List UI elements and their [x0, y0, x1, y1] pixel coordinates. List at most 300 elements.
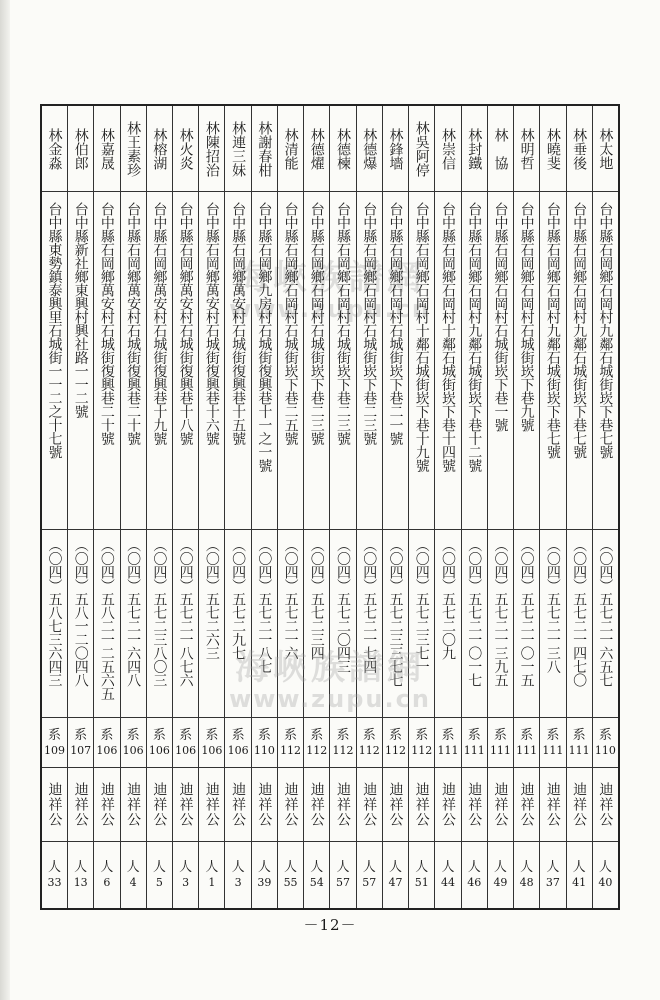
generation-label: [96, 728, 117, 758]
count-char: 人: [520, 860, 534, 875]
ancestor-name: 迪祥公: [361, 782, 378, 827]
register-entry: [539, 106, 565, 908]
page-number: －12－: [303, 916, 357, 934]
phone-cell: [278, 530, 303, 718]
count-cell: [94, 842, 119, 908]
count-char: 人: [467, 860, 481, 875]
count-label: [74, 860, 88, 890]
address-text: 台中縣石岡鄉九房村石城街復興巷十一之一號: [256, 202, 273, 472]
phone-number: （〇四）五七二三八〇三: [151, 538, 168, 687]
generation-number: 109: [43, 743, 65, 757]
register-entry: [329, 106, 355, 908]
count-label: [493, 860, 507, 890]
generation-char: 系: [100, 727, 114, 743]
count-label: [127, 860, 140, 890]
ancestor-cell: [488, 768, 513, 842]
ancestor-cell: [42, 768, 67, 842]
address-text: 台中縣石岡鄉萬安村石城街復興巷十六號: [203, 202, 220, 445]
count-cell: [121, 842, 146, 908]
register-entry: [120, 106, 146, 908]
person-name: 林清能: [282, 127, 299, 170]
person-name: 林太地: [597, 127, 614, 170]
phone-number: （〇四）五七二〇九: [439, 538, 456, 660]
address-cell: [121, 192, 146, 530]
phone-number: （〇四）五七二一三八: [544, 538, 561, 673]
count-label: [100, 860, 113, 890]
address-text: 台中縣石岡鄉石岡村石城街崁下巷二一號: [387, 202, 404, 445]
name-cell: [278, 106, 303, 192]
ancestor-name: 迪祥公: [308, 782, 325, 827]
count-char: 人: [336, 860, 350, 875]
address-text: 台中縣石岡鄉石岡村九鄰石城街崁下巷七號: [544, 202, 561, 459]
generation-label: [306, 728, 327, 758]
register-entry: [408, 106, 434, 908]
count-label: [232, 860, 245, 890]
generation-number: 111: [489, 743, 511, 757]
register-entry: [67, 106, 93, 908]
count-number: 46: [467, 876, 482, 889]
phone-number: （〇四）五七二一八七六: [177, 538, 194, 687]
count-number: 3: [182, 876, 190, 889]
generation-label: [44, 728, 65, 758]
person-name: 林伯郎: [72, 127, 89, 170]
generation-cell: [357, 718, 382, 768]
count-char: 人: [546, 860, 560, 875]
generation-cell: [567, 718, 592, 768]
generation-cell: [94, 718, 119, 768]
phone-number: （〇四）五七二九七: [230, 538, 247, 660]
person-name: 林曉斐: [544, 127, 561, 170]
generation-number: 112: [358, 743, 380, 757]
ancestor-cell: [278, 768, 303, 842]
count-char: 人: [100, 860, 114, 875]
count-label: [362, 860, 376, 890]
count-cell: [462, 842, 487, 908]
count-number: 13: [73, 876, 88, 889]
phone-cell: [462, 530, 487, 718]
register-entry: [42, 106, 67, 908]
count-number: 44: [440, 876, 455, 889]
generation-cell: [173, 718, 198, 768]
address-cell: [199, 192, 224, 530]
address-cell: [357, 192, 382, 530]
address-cell: [409, 192, 434, 530]
generation-cell: [462, 718, 487, 768]
person-name: 林謝春柑: [256, 120, 273, 177]
generation-char: 系: [257, 727, 271, 743]
address-text: 台中縣石岡鄉石岡村石城街崁下巷二五號: [282, 202, 299, 445]
count-char: 人: [231, 860, 245, 875]
name-cell: [94, 106, 119, 192]
address-cell: [540, 192, 565, 530]
generation-cell: [383, 718, 408, 768]
register-entry: [198, 106, 224, 908]
count-label: [336, 860, 350, 890]
count-number: 33: [47, 876, 62, 889]
ancestor-name: 迪祥公: [98, 782, 115, 827]
register-entry: [566, 106, 592, 908]
address-text: 台中縣石岡鄉萬安村石城街復興巷二十號: [125, 202, 142, 445]
generation-char: 系: [310, 727, 324, 743]
generation-char: 系: [493, 727, 507, 743]
count-label: [257, 860, 271, 890]
generation-char: 系: [205, 727, 219, 743]
count-label: [520, 860, 534, 890]
address-cell: [435, 192, 460, 530]
generation-number: 106: [96, 743, 118, 757]
ancestor-cell: [304, 768, 329, 842]
phone-cell: [514, 530, 539, 718]
generation-label: [280, 728, 301, 758]
phone-cell: [147, 530, 172, 718]
person-name: 林陳招治: [203, 120, 220, 177]
count-cell: [304, 842, 329, 908]
address-cell: [514, 192, 539, 530]
count-cell: [225, 842, 250, 908]
name-cell: [462, 106, 487, 192]
address-cell: [42, 192, 67, 530]
count-label: [205, 860, 218, 890]
generation-char: 系: [74, 727, 88, 743]
count-char: 人: [257, 860, 271, 875]
phone-cell: [304, 530, 329, 718]
person-name: 林封鐵: [466, 127, 483, 170]
generation-label: [437, 728, 458, 758]
person-name: 林嘉晟: [98, 127, 115, 170]
count-char: 人: [205, 860, 219, 875]
phone-cell: [383, 530, 408, 718]
phone-number: （〇四）五七二一〇一七: [466, 538, 483, 687]
person-name: 林明哲: [518, 127, 535, 170]
name-cell: [173, 106, 198, 192]
generation-label: [490, 728, 511, 758]
generation-label: [359, 728, 380, 758]
generation-number: 112: [332, 743, 354, 757]
name-cell: [357, 106, 382, 192]
phone-cell: [593, 530, 618, 718]
generation-label: [123, 728, 144, 758]
address-text: 台中縣石岡鄉萬安村石城街復興巷二十號: [98, 202, 115, 445]
ancestor-name: 迪祥公: [413, 782, 430, 827]
count-label: [153, 860, 166, 890]
generation-cell: [252, 718, 277, 768]
address-text: 台中縣石岡鄉萬安村石城街復興巷十五號: [230, 202, 247, 445]
ancestor-name: 迪祥公: [387, 782, 404, 827]
register-entry: [513, 106, 539, 908]
ancestor-cell: [514, 768, 539, 842]
phone-cell: [567, 530, 592, 718]
watermark-url: www.zupu.cn: [229, 295, 431, 323]
count-cell: [567, 842, 592, 908]
generation-number: 106: [227, 743, 249, 757]
generation-cell: [514, 718, 539, 768]
phone-number: （〇四）五七二三三七七: [387, 538, 404, 687]
ancestor-name: 迪祥公: [571, 782, 588, 827]
phone-number: （〇四）五七二一四七〇: [571, 538, 588, 687]
count-cell: [514, 842, 539, 908]
address-cell: [593, 192, 618, 530]
count-char: 人: [415, 860, 429, 875]
phone-cell: [540, 530, 565, 718]
generation-label: [201, 728, 222, 758]
phone-number: （〇四）五八二一二五六五: [98, 538, 115, 700]
ancestor-cell: [225, 768, 250, 842]
generation-char: 系: [415, 727, 429, 743]
address-text: 台中縣新社鄉東興村興社路一一二號: [72, 202, 89, 418]
generation-number: 112: [280, 743, 302, 757]
register-entry: [146, 106, 172, 908]
count-label: [179, 860, 192, 890]
name-cell: [488, 106, 513, 192]
phone-cell: [435, 530, 460, 718]
ancestor-name: 迪祥公: [72, 782, 89, 827]
generation-number: 111: [463, 743, 485, 757]
generation-number: 110: [253, 743, 275, 757]
ancestor-cell: [199, 768, 224, 842]
phone-cell: [409, 530, 434, 718]
address-text: 台中縣石岡鄉石岡村九鄰石城街崁下巷十二號: [466, 202, 483, 472]
generation-number: 112: [411, 743, 433, 757]
ancestor-name: 迪祥公: [282, 782, 299, 827]
generation-char: 系: [362, 727, 376, 743]
name-cell: [121, 106, 146, 192]
count-cell: [42, 842, 67, 908]
name-cell: [435, 106, 460, 192]
register-entry: [93, 106, 119, 908]
name-cell: [383, 106, 408, 192]
ancestor-name: 迪祥公: [466, 782, 483, 827]
name-cell: [593, 106, 618, 192]
generation-cell: [488, 718, 513, 768]
generation-char: 系: [441, 727, 455, 743]
ancestor-cell: [593, 768, 618, 842]
count-char: 人: [74, 860, 88, 875]
generation-char: 系: [520, 727, 534, 743]
address-cell: [94, 192, 119, 530]
generation-label: [254, 728, 275, 758]
person-name: 林崇信: [439, 127, 456, 170]
count-number: 48: [519, 876, 534, 889]
ancestor-name: 迪祥公: [335, 782, 352, 827]
name-cell: [68, 106, 93, 192]
phone-cell: [121, 530, 146, 718]
ancestor-cell: [147, 768, 172, 842]
ancestor-cell: [94, 768, 119, 842]
count-char: 人: [47, 860, 61, 875]
count-char: 人: [362, 860, 376, 875]
generation-number: 112: [306, 743, 328, 757]
generation-cell: [540, 718, 565, 768]
address-text: 台中縣石岡鄉石岡村十鄰石城街崁下巷十四號: [439, 202, 456, 472]
address-cell: [567, 192, 592, 530]
count-number: 51: [414, 876, 429, 889]
phone-number: （〇四）五七二一六五七: [597, 538, 614, 687]
person-name: 林吳阿停: [413, 120, 430, 177]
address-cell: [252, 192, 277, 530]
address-text: 台中縣石岡鄉石岡村九鄰石城街崁下巷七號: [597, 202, 614, 459]
generation-label: [516, 728, 537, 758]
count-label: [467, 860, 481, 890]
ancestor-name: 迪祥公: [125, 782, 142, 827]
address-cell: [147, 192, 172, 530]
phone-cell: [330, 530, 355, 718]
phone-cell: [42, 530, 67, 718]
generation-char: 系: [47, 727, 61, 743]
name-cell: [225, 106, 250, 192]
ancestor-cell: [540, 768, 565, 842]
count-number: 40: [598, 876, 613, 889]
generation-char: 系: [546, 727, 560, 743]
ancestor-name: 迪祥公: [46, 782, 63, 827]
count-number: 5: [155, 876, 163, 889]
register-entry: [303, 106, 329, 908]
generation-number: 111: [542, 743, 564, 757]
count-char: 人: [179, 860, 193, 875]
count-char: 人: [493, 860, 507, 875]
count-number: 54: [309, 876, 324, 889]
name-cell: [252, 106, 277, 192]
phone-number: （〇四）五七二一三九五: [492, 538, 509, 687]
phone-cell: [68, 530, 93, 718]
generation-label: [175, 728, 196, 758]
count-char: 人: [284, 860, 298, 875]
ancestor-cell: [567, 768, 592, 842]
count-number: 55: [283, 876, 298, 889]
phone-number: （〇四）五七二一八七: [256, 538, 273, 673]
generation-char: 系: [231, 727, 245, 743]
page-binding-edge: [0, 0, 10, 1000]
register-entry: [592, 106, 618, 908]
address-text: 台中縣石岡鄉石岡村石城街崁下巷九號: [518, 202, 535, 432]
count-label: [389, 860, 403, 890]
person-name: 林榕湖: [151, 127, 168, 170]
generation-number: 106: [175, 743, 197, 757]
generation-cell: [409, 718, 434, 768]
generation-label: [228, 728, 249, 758]
person-name: 林王素珍: [125, 120, 142, 177]
generation-label: [70, 728, 91, 758]
ancestor-cell: [121, 768, 146, 842]
count-char: 人: [126, 860, 140, 875]
register-entry: [251, 106, 277, 908]
generation-char: 系: [336, 727, 350, 743]
count-cell: [252, 842, 277, 908]
generation-number: 106: [201, 743, 223, 757]
register-entry: [172, 106, 198, 908]
address-text: 台中縣石岡鄉石岡村九鄰石城街崁下巷七號: [571, 202, 588, 459]
generation-label: [411, 728, 432, 758]
phone-number: （〇四）五七二〇四三: [335, 538, 352, 673]
register-entry: [461, 106, 487, 908]
address-text: 台中縣石岡鄉石岡村石城街崁下巷二三號: [361, 202, 378, 445]
person-name: 林金淼: [46, 127, 63, 170]
ancestor-cell: [252, 768, 277, 842]
count-char: 人: [572, 860, 586, 875]
address-cell: [462, 192, 487, 530]
watermark-text: 海峽族譜網: [235, 258, 425, 298]
count-label: [415, 860, 429, 890]
count-cell: [147, 842, 172, 908]
count-char: 人: [441, 860, 455, 875]
register-entry: [224, 106, 250, 908]
watermark-text: 海峽族譜網: [235, 648, 425, 688]
address-text: 台中縣石岡鄉石岡村石城街崁下巷二三號: [308, 202, 325, 445]
address-cell: [304, 192, 329, 530]
generation-cell: [304, 718, 329, 768]
address-text: 台中縣石岡鄉石岡村石城街崁下巷二三號: [335, 202, 352, 445]
person-name: 林垂後: [571, 127, 588, 170]
ancestor-name: 迪祥公: [203, 782, 220, 827]
generation-char: 系: [598, 727, 612, 743]
count-char: 人: [310, 860, 324, 875]
ancestor-name: 迪祥公: [544, 782, 561, 827]
name-cell: [409, 106, 434, 192]
generation-cell: [68, 718, 93, 768]
count-cell: [278, 842, 303, 908]
phone-number: （〇四）五七二六三: [203, 538, 220, 660]
generation-label: [385, 728, 406, 758]
genealogy-register-table: [40, 104, 620, 910]
generation-char: 系: [388, 727, 402, 743]
address-text: 台中縣東勢鎮泰興里石城街一一二之十七號: [46, 202, 63, 459]
phone-number: （〇四）五七二一七四: [361, 538, 378, 673]
address-cell: [68, 192, 93, 530]
generation-number: 112: [385, 743, 406, 757]
ancestor-cell: [462, 768, 487, 842]
ancestor-cell: [435, 768, 460, 842]
count-number: 39: [257, 876, 272, 889]
generation-cell: [330, 718, 355, 768]
person-name: 林火炎: [177, 127, 194, 170]
generation-label: [542, 728, 563, 758]
count-number: 1: [208, 876, 216, 889]
name-cell: [199, 106, 224, 192]
count-number: 49: [493, 876, 508, 889]
person-name: 林 協: [492, 127, 509, 170]
count-char: 人: [388, 860, 402, 875]
register-entry: [434, 106, 460, 908]
phone-number: （〇四）五七二一六: [282, 538, 299, 660]
count-label: [572, 860, 586, 890]
name-cell: [147, 106, 172, 192]
address-cell: [278, 192, 303, 530]
phone-number: （〇四）五七二一六四八: [125, 538, 142, 687]
count-number: 3: [234, 876, 242, 889]
count-label: [310, 860, 324, 890]
phone-number: （〇四）五七二一〇一五: [518, 538, 535, 687]
generation-char: 系: [572, 727, 586, 743]
generation-number: 111: [568, 743, 590, 757]
generation-cell: [278, 718, 303, 768]
name-cell: [514, 106, 539, 192]
register-entry: [356, 106, 382, 908]
name-cell: [567, 106, 592, 192]
count-number: 57: [336, 876, 351, 889]
count-cell: [383, 842, 408, 908]
phone-number: （〇四）五八七三六四三: [46, 538, 63, 687]
register-entry: [487, 106, 513, 908]
count-number: 4: [129, 876, 137, 889]
ancestor-cell: [68, 768, 93, 842]
ancestor-cell: [383, 768, 408, 842]
ancestor-cell: [357, 768, 382, 842]
person-name: 林德楝: [335, 127, 352, 170]
generation-char: 系: [179, 727, 193, 743]
ancestor-name: 迪祥公: [151, 782, 168, 827]
generation-cell: [147, 718, 172, 768]
phone-number: （〇四）五八一二〇四八: [72, 538, 89, 687]
count-label: [546, 860, 560, 890]
